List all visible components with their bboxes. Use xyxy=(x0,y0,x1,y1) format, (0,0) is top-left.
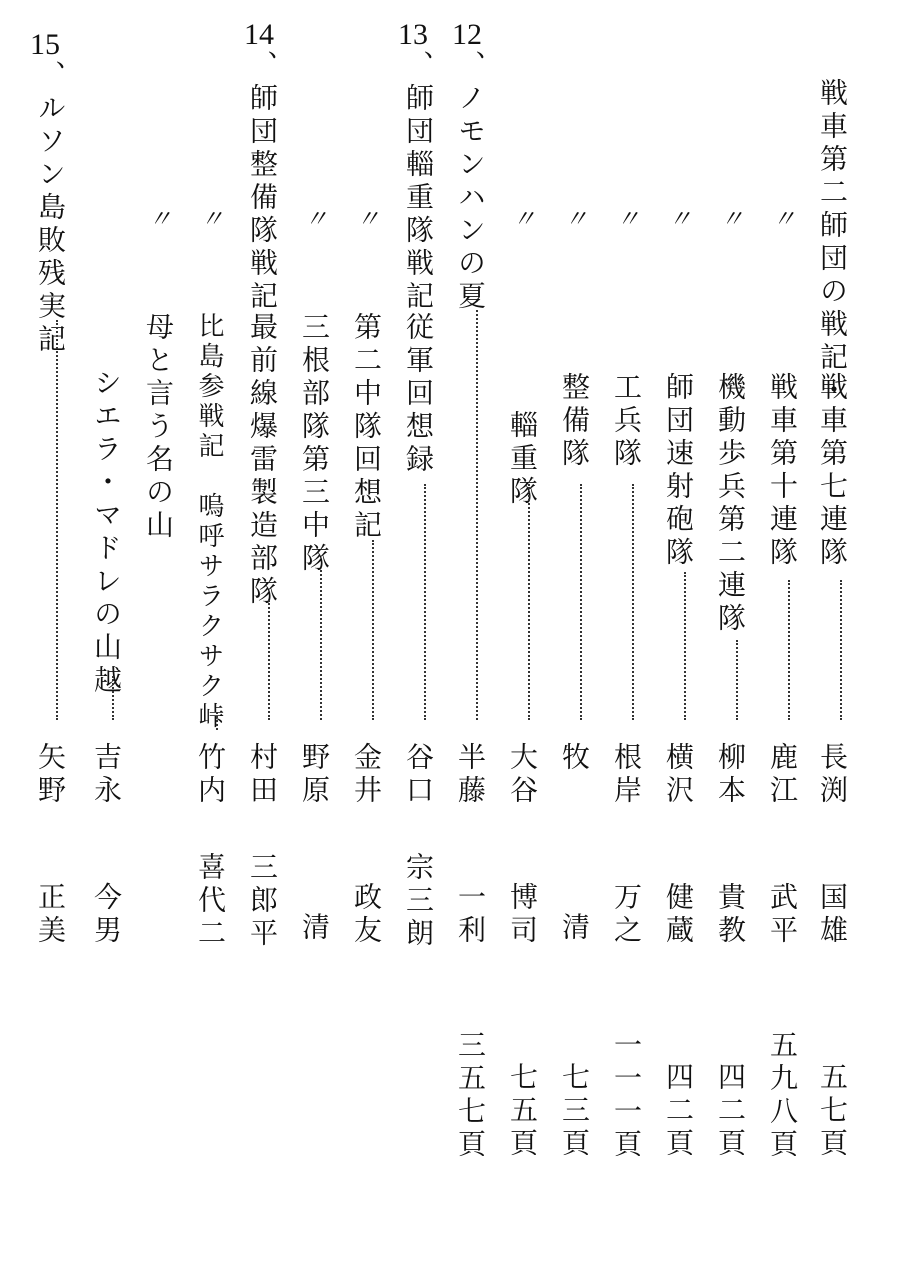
author-surname: 野原 xyxy=(298,742,331,808)
author-given: 博司 xyxy=(506,882,539,948)
dot-leader xyxy=(268,600,270,720)
author-given: 今男 xyxy=(90,882,123,948)
author-surname: 柳本 xyxy=(714,742,747,808)
ditto-mark: 〃 xyxy=(668,207,692,233)
chapter-title: 、ノモンハンの夏 xyxy=(454,50,487,314)
entry-title: 工兵隊 xyxy=(610,372,643,471)
author-surname: 根岸 xyxy=(610,742,643,808)
entry-title: 第二中隊回想記 xyxy=(350,312,383,543)
author-surname: 鹿江 xyxy=(766,742,799,808)
chapter-title: 戦車第二師団の戦記・ xyxy=(816,78,849,408)
author-given: 清 xyxy=(558,912,591,945)
dot-leader xyxy=(580,484,582,720)
author-given: 清 xyxy=(298,912,331,945)
ditto-mark: 〃 xyxy=(200,207,224,233)
page-number: 五九八頁 xyxy=(766,1030,799,1162)
entry-title: 三根部隊第三中隊 xyxy=(298,312,331,576)
entry-title: 輜重隊 xyxy=(506,410,539,509)
page-number: 四二頁 xyxy=(714,1062,747,1161)
dot-leader xyxy=(476,310,478,720)
author-given: 万之 xyxy=(610,882,643,948)
author-surname: 竹内 xyxy=(194,742,227,808)
author-surname: 半藤 xyxy=(454,742,487,808)
page-number: 七五頁 xyxy=(506,1062,539,1161)
author-surname: 大谷 xyxy=(506,742,539,808)
author-given: 正美 xyxy=(34,882,67,948)
dot-leader xyxy=(528,484,530,720)
dot-leader xyxy=(424,484,426,720)
dot-leader xyxy=(788,580,790,720)
dot-leader xyxy=(736,640,738,720)
entry-title: 戦車第十連隊 xyxy=(766,372,799,570)
chapter-number: 13 xyxy=(398,18,428,51)
author-given: 喜代二 xyxy=(194,852,227,951)
entry-title: 最前線爆雷製造部隊 xyxy=(246,312,279,609)
chapter-number: 14 xyxy=(244,18,274,51)
ditto-mark: 〃 xyxy=(512,207,536,233)
dot-leader xyxy=(56,320,58,720)
author-surname: 横沢 xyxy=(662,742,695,808)
ditto-mark: 〃 xyxy=(564,207,588,233)
dot-leader xyxy=(632,484,634,720)
author-given: 武平 xyxy=(766,882,799,948)
ditto-mark: 〃 xyxy=(148,207,172,233)
entry-title: 従軍回想録 xyxy=(402,312,435,477)
chapter-number: 15 xyxy=(30,28,60,61)
author-given: 貴教 xyxy=(714,882,747,948)
dot-leader xyxy=(684,572,686,720)
author-surname: 牧 xyxy=(558,742,591,775)
author-surname: 村田 xyxy=(246,742,279,808)
author-surname: 谷口 xyxy=(402,742,435,808)
author-given: 政友 xyxy=(350,882,383,948)
page-number: 五七頁 xyxy=(816,1062,849,1161)
author-surname: 矢野 xyxy=(34,742,67,808)
entry-title: シエラ・マドレの山越 xyxy=(90,368,123,698)
author-given: 国雄 xyxy=(816,882,849,948)
entry-title: 機動歩兵第二連隊 xyxy=(714,372,747,636)
author-given: 宗三朗 xyxy=(402,852,435,951)
entry-title: 整備隊 xyxy=(558,372,591,471)
chapter-number: 12 xyxy=(452,18,482,51)
page-number: 七三頁 xyxy=(558,1062,591,1161)
page-number: 三五七頁 xyxy=(454,1030,487,1162)
dot-leader xyxy=(216,712,218,730)
dot-leader xyxy=(112,676,114,720)
entry-title: 母と言う名の山 xyxy=(142,312,175,543)
chapter-title: 、師団輜重隊戦記 xyxy=(402,50,435,314)
ditto-mark: 〃 xyxy=(304,207,328,233)
entry-title: 戦車第七連隊 xyxy=(816,372,849,570)
chapter-title: 、師団整備隊戦記 xyxy=(246,50,279,314)
chapter-title: 、ルソン島敗残実記 xyxy=(34,60,67,357)
ditto-mark: 〃 xyxy=(356,207,380,233)
ditto-mark: 〃 xyxy=(720,207,744,233)
author-given: 健蔵 xyxy=(662,882,695,948)
author-given: 一利 xyxy=(454,882,487,948)
page-number: 四二頁 xyxy=(662,1062,695,1161)
dot-leader xyxy=(840,580,842,720)
dot-leader xyxy=(372,540,374,720)
ditto-mark: 〃 xyxy=(616,207,640,233)
dot-leader xyxy=(320,570,322,720)
entry-title: 比島参戦記 嗚呼サラクサク峠 xyxy=(194,312,224,732)
author-surname: 長渕 xyxy=(816,742,849,808)
ditto-mark: 〃 xyxy=(772,207,796,233)
page-number: 一一一頁 xyxy=(610,1030,643,1162)
entry-title: 師団速射砲隊 xyxy=(662,372,695,570)
author-surname: 吉永 xyxy=(90,742,123,808)
author-given: 三郎平 xyxy=(246,852,279,951)
author-surname: 金井 xyxy=(350,742,383,808)
